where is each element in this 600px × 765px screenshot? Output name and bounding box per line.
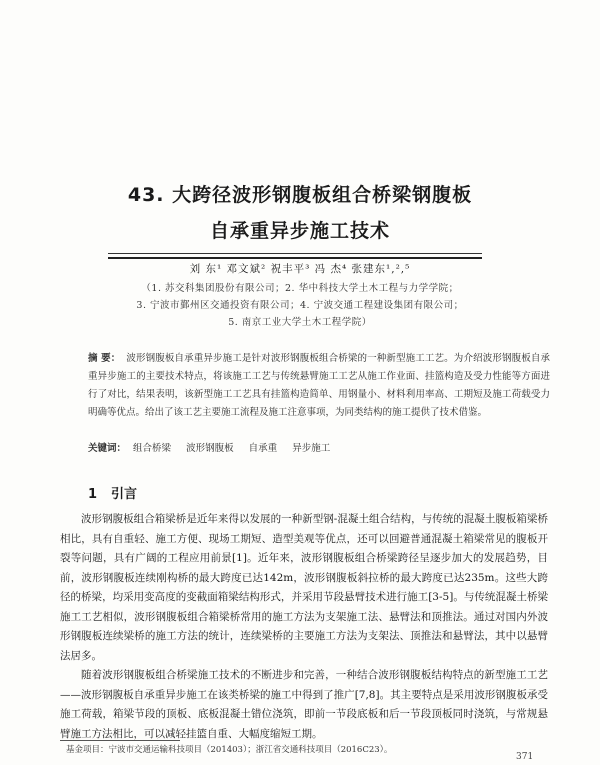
abstract-text: 波形钢腹板自承重异步施工是针对波形钢腹板组合桥梁的一种新型施工工艺。为介绍波形钢腹板自承重异步施工的主要技术特点，将该施工工艺与传统悬臂施工工艺从施工作业面、挂篮构造及受力性能等方面进行了对比，结果表明，该新型施工工艺具有挂篮构造简单、用钢量小、材料利用率高、工期短及施工荷载受力明确等优点。给出了该工艺主要施工流程及施工注意事项，为同类结构的施工提供了技术借鉴。 bbox=[88, 353, 550, 418]
body-text bbox=[60, 510, 548, 744]
keyword: 组合桥梁 bbox=[133, 443, 172, 454]
section-heading bbox=[88, 483, 137, 502]
footnote: 基金项目：宁波市交通运输科技项目（201403）；浙江省交通科技项目（2016C23）。 bbox=[66, 745, 393, 755]
paper-title-line-1: 43. 大跨径波形钢腹板组合桥梁钢腹板 bbox=[127, 184, 473, 206]
footnote-rule bbox=[60, 740, 180, 741]
section-number: 1 bbox=[88, 487, 98, 502]
title-rule-thick bbox=[108, 257, 482, 259]
keyword: 异步施工 bbox=[292, 443, 331, 454]
affiliation-line: 5. 南京工业大学土木工程学院） bbox=[228, 317, 372, 328]
paragraph: 波形钢腹板组合箱梁桥是近年来得以发展的一种新型钢-混凝土组合结构，与传统的混凝土腹板箱梁桥相比，具有自重轻、施工方便、现场工期短、造型美观等优点，还可以回避普通混凝土箱梁常见的腹板开裂等问题，具有广阔的工程应用前景[1]。近年来，波形钢腹板组合桥梁跨径呈逐步加大的发展趋势，目前，波形钢腹板连续刚构桥的最大跨度已达142m，波形钢腹板斜拉桥的最大跨度已达235m。这些大跨径的桥梁，均采用变高度的变截面箱梁结构形式，并采用节段悬臂技术进行施工[3-5]。与传统混凝土桥梁施工工艺相似，波形钢腹板组合箱梁桥常用的施工方法为支架施工法、悬臂法和顶推法。通过对国内外波形钢腹板连续梁桥的施工方法的统计，连续梁桥的主要施工方法为支架法、顶推法和悬臂法，其中以悬臂法居多。 bbox=[60, 513, 548, 662]
author-list: 刘 东¹ 邓文斌² 祝丰平³ 冯 杰⁴ 张建东¹,²,⁵ bbox=[189, 263, 411, 275]
affiliation-line: 3. 宁波市鄞州区交通投资有限公司；4. 宁波交通工程建设集团有限公司； bbox=[136, 300, 464, 311]
keyword: 波形钢腹板 bbox=[186, 443, 234, 454]
abstract-label: 摘 要： bbox=[88, 353, 121, 364]
keywords-label: 关键词： bbox=[88, 443, 127, 454]
title-rule-thin bbox=[108, 253, 482, 254]
keywords bbox=[88, 440, 550, 454]
abstract bbox=[88, 350, 550, 422]
section-title: 引言 bbox=[111, 487, 138, 502]
paragraph: 随着波形钢腹板组合桥梁施工技术的不断进步和完善，一种结合波形钢腹板结构特点的新型施工工艺——波形钢腹板自承重异步施工在该类桥梁的施工中得到了推广[7,8]。其主要特点是采用波形钢腹板承受施工荷载，箱梁节段的顶板、底板混凝土错位浇筑，即前一节段底板和后一节段顶板同时浇筑，与常规悬臂施工方法相比，可以减轻挂篮自重、大幅度缩短工期。 bbox=[60, 669, 548, 740]
page-number: 371 bbox=[516, 752, 534, 762]
affiliation-line: （1. 苏交科集团股份有限公司；2. 华中科技大学土木工程与力学学院； bbox=[141, 283, 459, 294]
paper-title-line-2: 自承重异步施工技术 bbox=[209, 220, 390, 242]
keyword: 自承重 bbox=[248, 443, 278, 454]
